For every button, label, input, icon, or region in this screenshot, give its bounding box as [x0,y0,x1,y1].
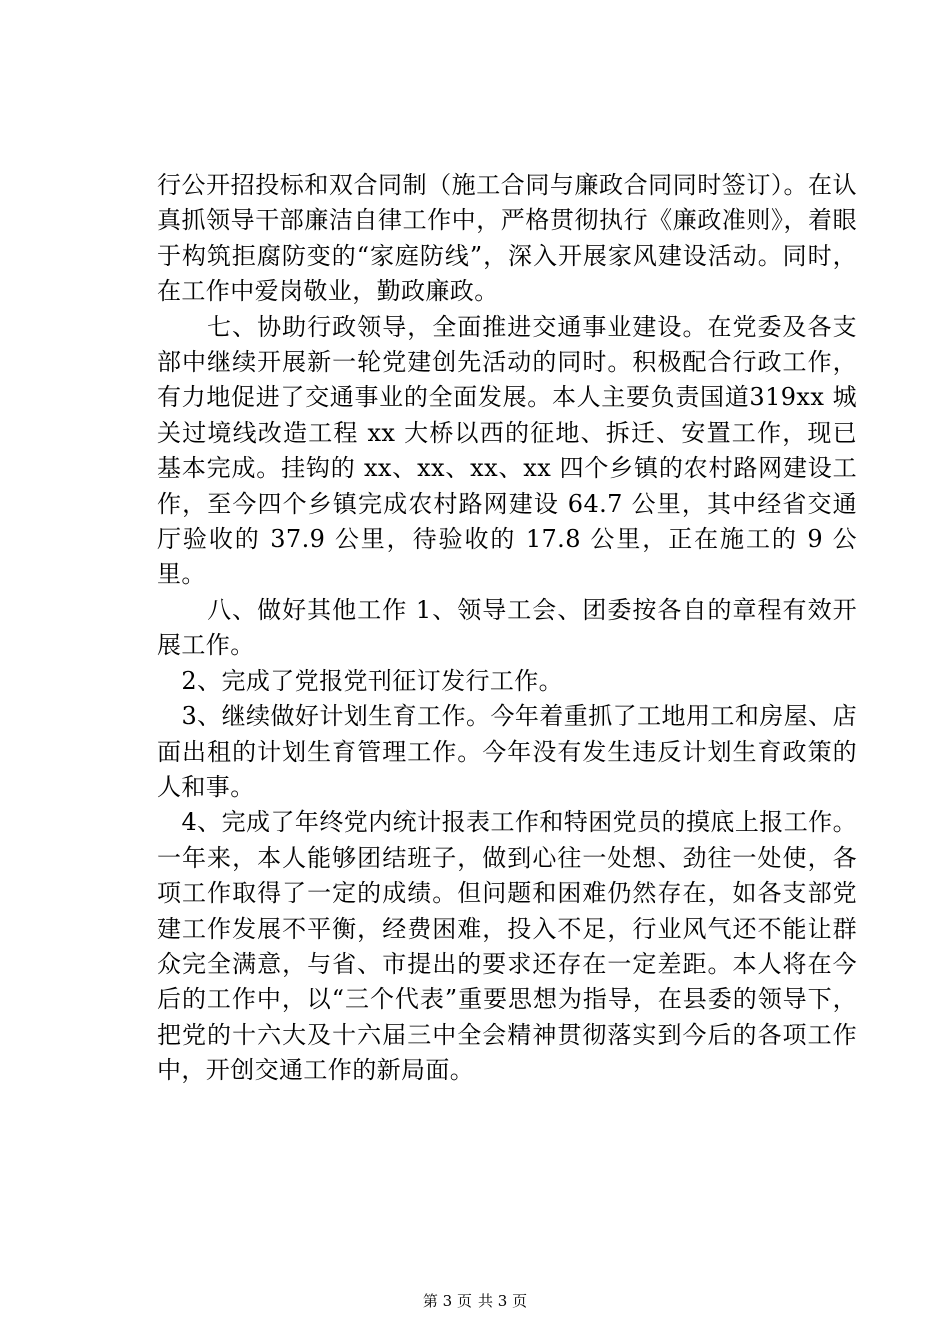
paragraph-3-indent [157,596,207,624]
paragraph-5-text: 3、继续做好计划生育工作。今年着重抓了工地用工和房屋、店面出租的计划生育管理工作。今年没有发生违反计划生育政策的人和事。 [157,702,858,801]
paragraph-2-text: 七、协助行政领导，全面推进交通事业建设。在党委及各支部中继续开展新一轮党建创先活动的同时。积极配合行政工作，有力地促进了交通事业的全面发展。本人主要负责国道319xx 城关过境线改造工程 xx 大桥以西的征地、拆迁、安置工作，现已基本完成。挂钩的 xx、xx、xx、xx 四个乡镇的农村路网建设工作，至今四个乡镇完成农村路网建设 64.7 公里，其中经省交通厅验收的 37.9 公里，待验收的 17.8 公里，正在施工的 9 公里。 [157,312,857,589]
paragraph-1 [157,168,857,310]
paragraph-5 [157,699,857,805]
paragraph-2 [157,310,857,593]
paragraph-3 [157,593,857,664]
page-total: 共 3 页 [478,1292,528,1310]
paragraph-4-indent [157,667,181,695]
paragraph-5-indent [157,702,181,730]
document-body [157,168,857,1089]
paragraph-4 [157,664,857,699]
page-number: 第 3 页 [422,1292,472,1310]
page-footer [0,1291,950,1311]
paragraph-3-text: 八、做好其他工作 1、领导工会、团委按各自的章程有效开展工作。 [157,595,857,660]
paragraph-2-indent [157,313,207,341]
paragraph-4-text: 2、完成了党报党刊征订发行工作。 [181,666,564,695]
paragraph-6-text: 4、完成了年终党内统计报表工作和特困党员的摸底上报工作。一年来，本人能够团结班子，做到心往一处想、劲往一处使，各项工作取得了一定的成绩。但问题和困难仍然存在，如各支部党建工作发展不平衡，经费困难，投入不足，行业风气还不能让群众完全满意，与省、市提出的要求还存在一定差距。本人将在今后的工作中，以“三个代表”重要思想为指导，在县委的领导下，把党的十六大及十六届三中全会精神贯彻落实到今后的各项工作中，开创交通工作的新局面。 [157,808,858,1085]
paragraph-1-text: 行公开招投标和双合同制（施工合同与廉政合同同时签订）。在认真抓领导干部廉洁自律工作中，严格贯彻执行《廉政准则》，着眼于构筑拒腐防变的“家庭防线”，深入开展家风建设活动。同时，在工作中爱岗敬业，勤政廉政。 [157,171,857,306]
paragraph-6-indent [157,808,181,836]
paragraph-6 [157,805,857,1088]
